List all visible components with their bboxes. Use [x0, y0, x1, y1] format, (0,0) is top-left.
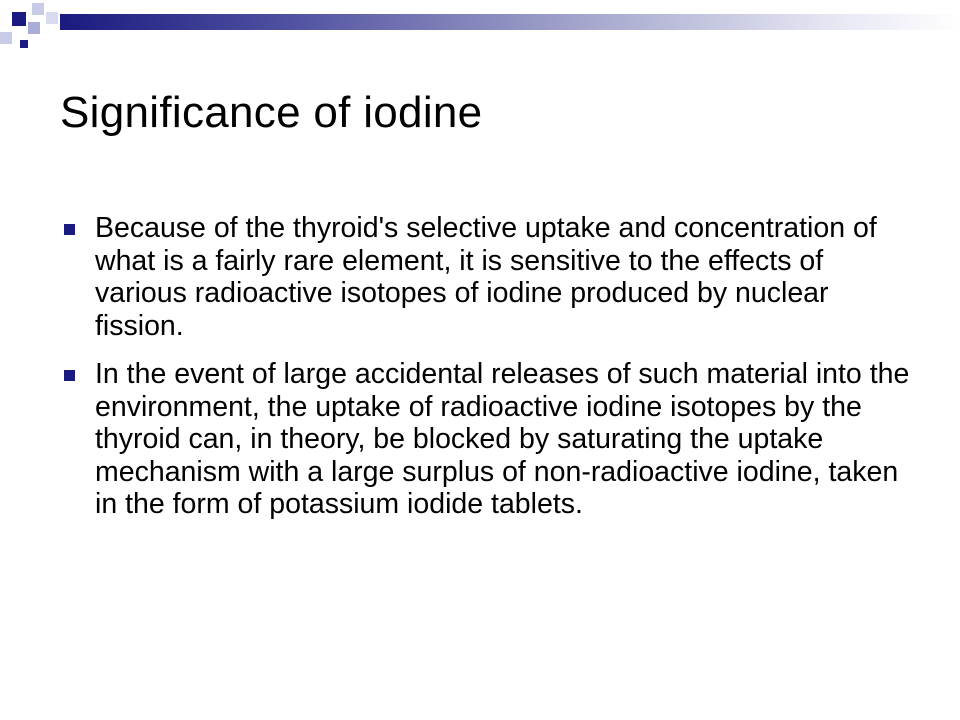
bullet-item: [64, 358, 914, 521]
slide-title: Significance of iodine: [60, 88, 483, 137]
square-bullet-icon: [64, 370, 75, 381]
bullet-text: Because of the thyroid's selective uptake and concentration of what is a fairly rare element, it is sensitive to the effects of various radioactive isotopes of iodine produced by nuclear fission.: [95, 212, 877, 342]
header-square-decoration: [32, 3, 44, 15]
bullet-list: [64, 212, 914, 537]
square-bullet-icon: [64, 224, 75, 235]
header-gradient-band: [60, 14, 960, 30]
bullet-item: [64, 212, 914, 342]
header-square-decoration: [28, 22, 40, 34]
header-square-decoration: [0, 32, 12, 44]
bullet-text: In the event of large accidental releases of such material into the environment, the uptake of radioactive iodine isotopes by the thyroid can, in theory, be blocked by saturating the uptake mechanism with a large surplus of non-radioactive iodine, taken in the form of potassium iodide tablets.: [95, 358, 910, 520]
header-square-decoration: [12, 12, 26, 26]
header-square-decoration: [46, 12, 58, 24]
header-square-decoration: [20, 40, 28, 48]
